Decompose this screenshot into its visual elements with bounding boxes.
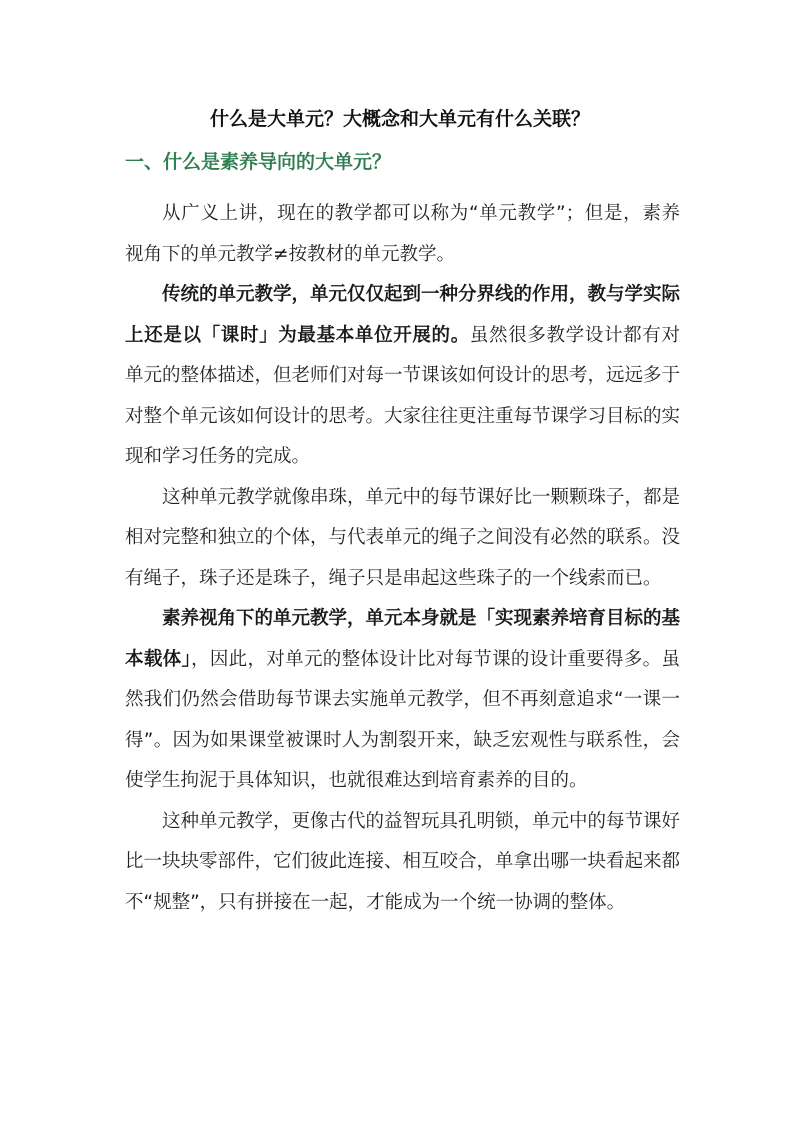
- paragraph-4-text: ，因此，对单元的整体设计比对每节课的设计重要得多。虽然我们仍然会借助每节课去实施单元教学，但不再刻意追求“一课一得”。因为如果课堂被课时人为割裂开来，缺乏宏观性与联系性，会使学生拘泥于具体知识，也就很难达到培育素养的目的。: [125, 648, 680, 791]
- paragraph-5-text: 这种单元教学，更像古代的益智玩具孔明锁，单元中的每节课好比一块块零部件，它们彼此连接、相互咬合，单拿出哪一块看起来都不“规整”，只有拼接在一起，才能成为一个统一协调的整体。: [125, 810, 681, 913]
- paragraph-1: [125, 194, 680, 275]
- paragraph-1-text: 从广义上讲，现在的教学都可以称为“单元教学”；但是，素养视角下的单元教学≠按教材的单元教学。: [125, 203, 680, 265]
- section-heading: 一、什么是素养导向的大单元？: [125, 151, 392, 173]
- paragraph-2-text: 虽然很多教学设计都有对单元的整体描述，但老师们对每一节课该如何设计的思考，远远多于对整个单元该如何设计的思考。大家往往更注重每节课学习目标的实现和学习任务的完成。: [125, 324, 681, 467]
- paragraph-3-text: 这种单元教学就像串珠，单元中的每节课好比一颗颗珠子，都是相对完整和独立的个体，与代表单元的绳子之间没有必然的联系。没有绳子，珠子还是珠子，绳子只是串起这些珠子的一个线索而已。: [125, 486, 681, 589]
- paragraph-4-bold: 素养视角下的单元教学，单元本身就是「实现素养培育目标的基本载体」: [125, 608, 681, 670]
- paragraph-3: [125, 478, 680, 600]
- paragraph-2: [125, 275, 680, 478]
- paragraph-5: [125, 802, 680, 924]
- document-body: [125, 194, 680, 923]
- paragraph-4: [125, 599, 680, 802]
- paragraph-2-bold: 传统的单元教学，单元仅仅起到一种分界线的作用，教与学实际上还是以「课时」为最基本单位开展的。: [125, 284, 681, 346]
- document-title: 什么是大单元？大概念和大单元有什么关联？: [209, 108, 590, 130]
